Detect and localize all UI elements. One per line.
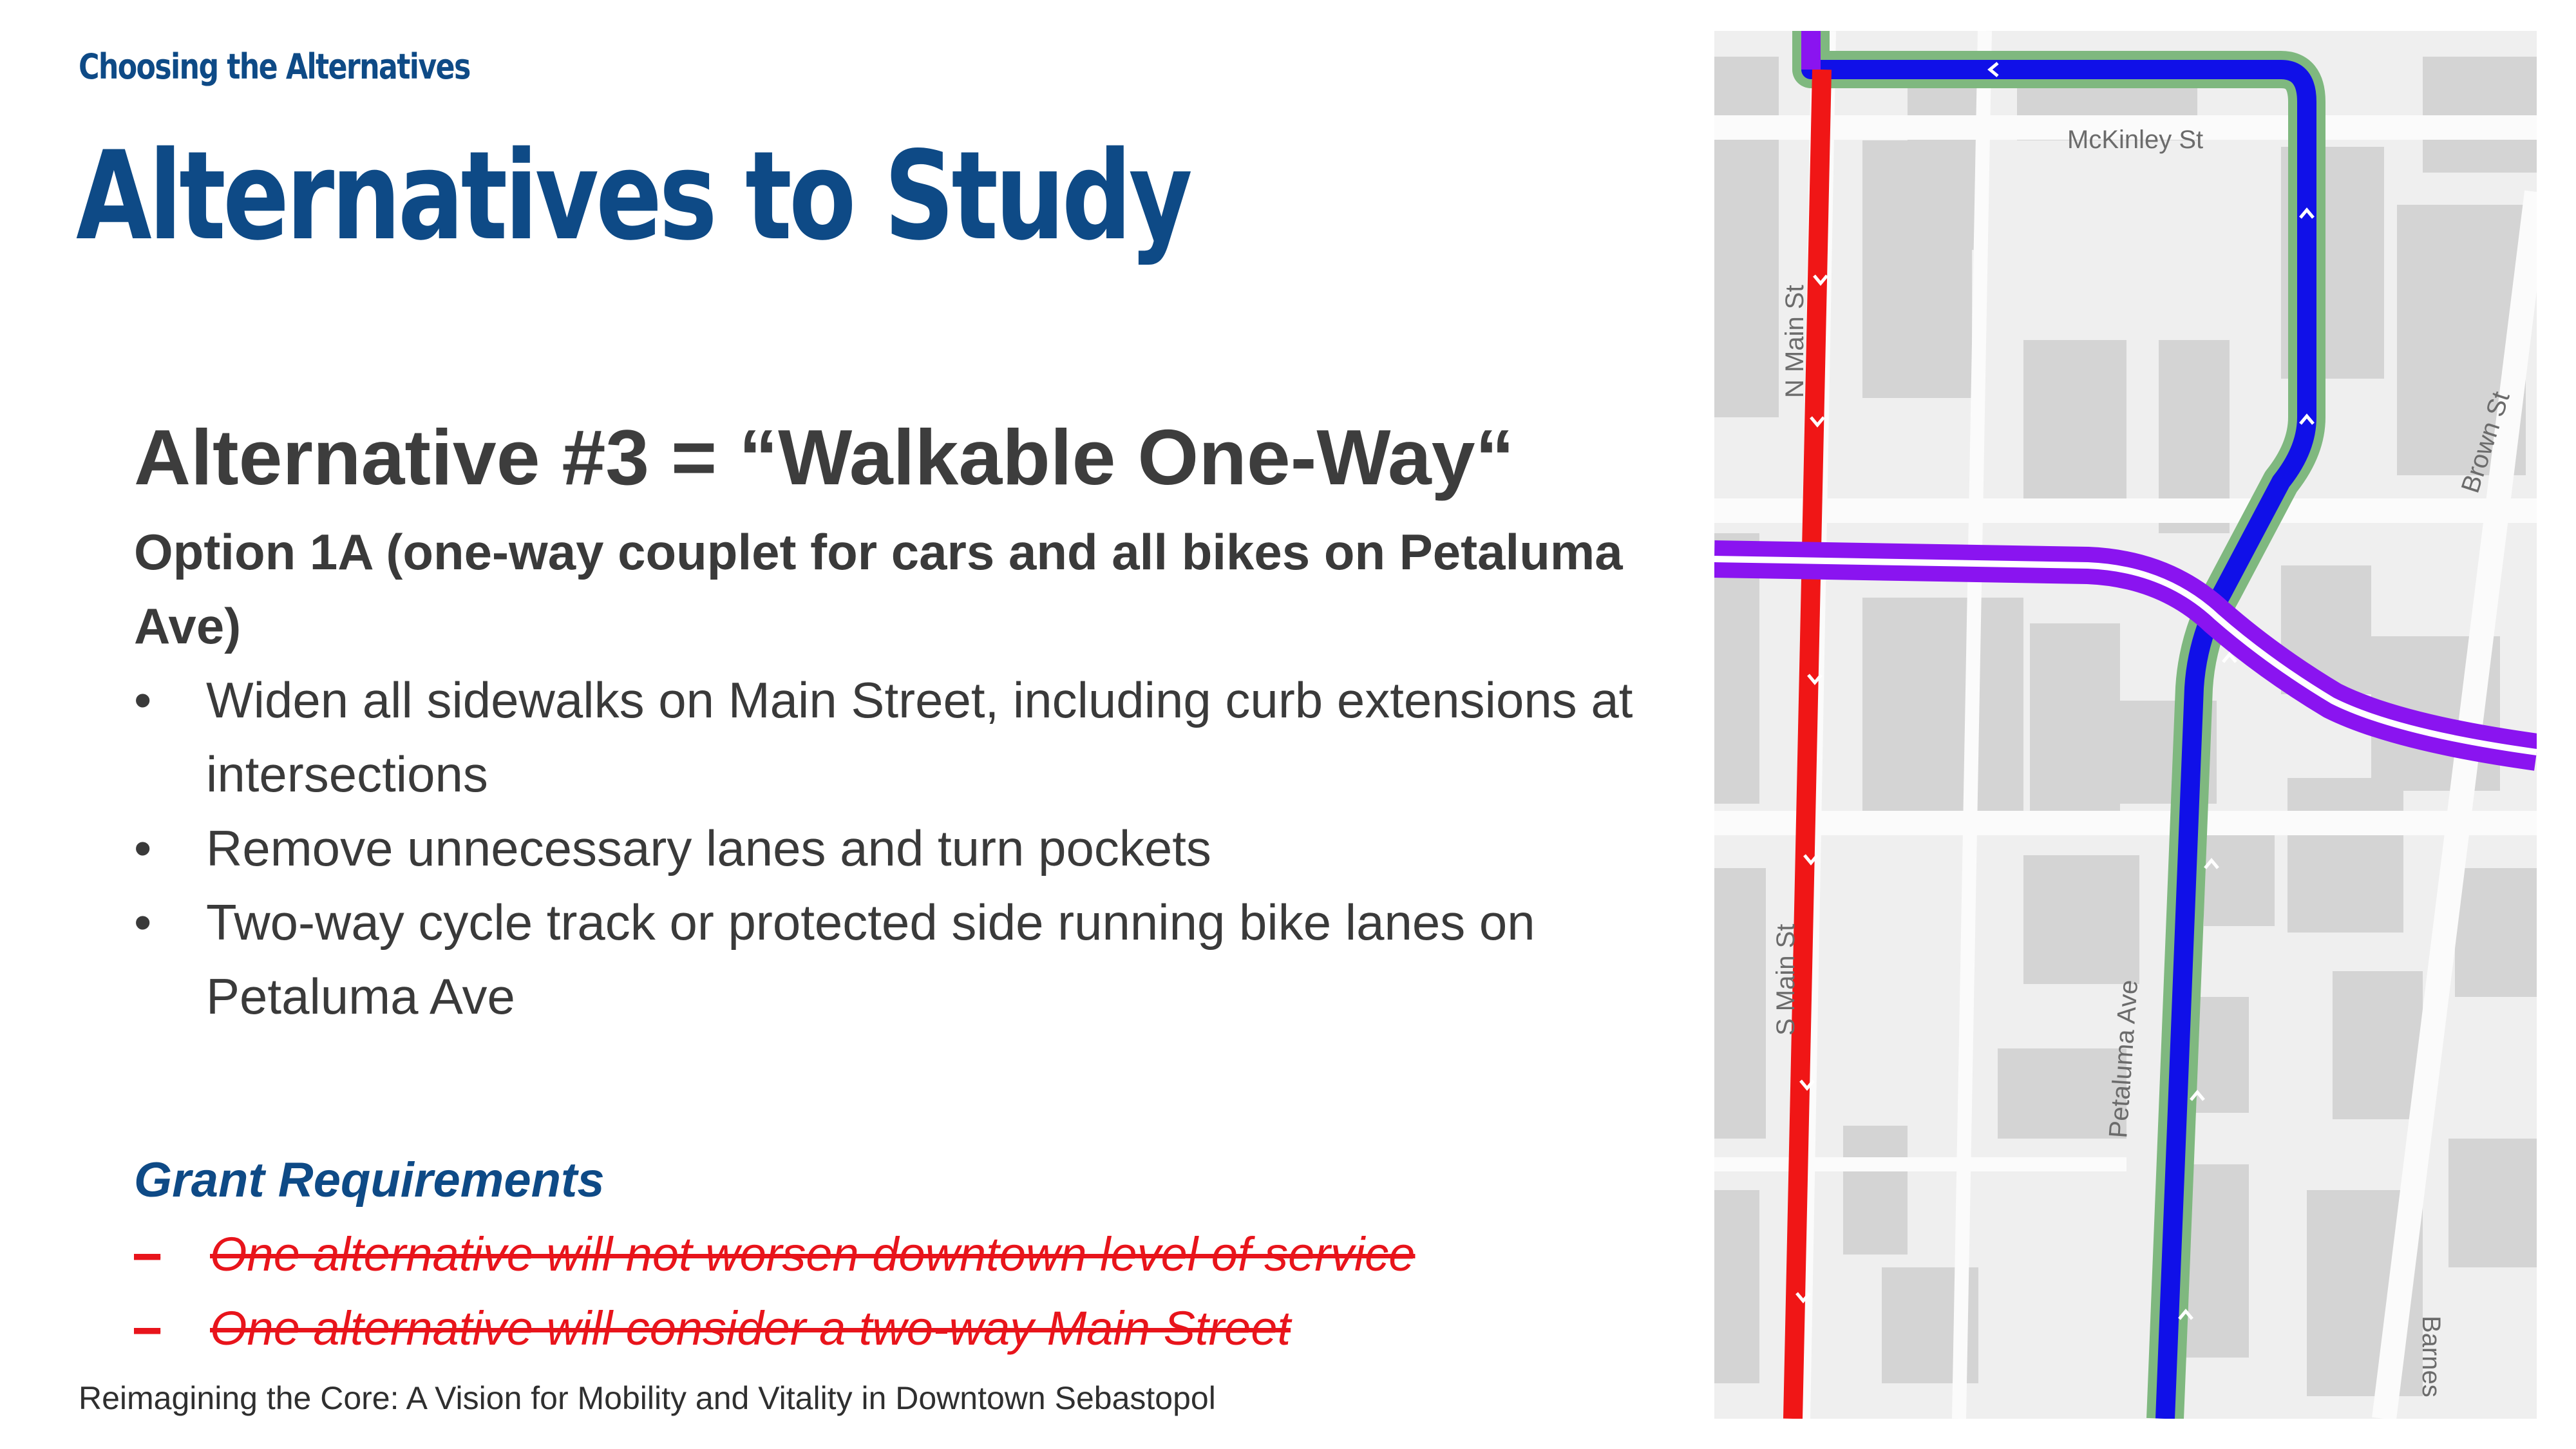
option-heading: Option 1A (one-way couplet for cars and all bikes on Petaluma Ave) (134, 524, 1623, 655)
building (1843, 1126, 1908, 1255)
content-body (134, 412, 1692, 1034)
grant-item (134, 1291, 1744, 1365)
bullet-icon: • (134, 820, 152, 877)
dash-icon: – (134, 1302, 161, 1355)
building (1714, 1190, 1759, 1383)
page-title: Alternatives to Study (76, 125, 1189, 267)
bullet-list (134, 663, 1692, 1034)
building (2423, 57, 2537, 173)
grant-requirements (134, 1143, 1744, 1365)
building (1714, 57, 1779, 417)
alternative-heading: Alternative #3 = “Walkable One-Way“ (134, 413, 1515, 501)
bullet-icon: • (134, 672, 152, 729)
building (2023, 855, 2139, 984)
grant-item (134, 1217, 1744, 1291)
grant-item-text: One alternative will not worsen downtown level of service (210, 1227, 1416, 1281)
label-mckinley: McKinley St (2067, 126, 2204, 154)
building (1908, 82, 1978, 250)
building (2204, 823, 2275, 926)
route-map (1714, 31, 2537, 1419)
label-brown: Brown St (2456, 388, 2515, 497)
building (2333, 971, 2423, 1119)
grant-title: Grant Requirements (134, 1153, 605, 1208)
bullet-item (134, 663, 1692, 811)
building (1862, 598, 2023, 817)
label-n-main: N Main St (1781, 285, 1809, 398)
grant-list (134, 1217, 1744, 1365)
bullet-text: Remove unnecessary lanes and turn pockets (206, 820, 1211, 877)
building (2448, 1139, 2537, 1267)
building (1714, 868, 1766, 1139)
label-barnes: Barnes (2417, 1316, 2445, 1397)
section-label: Choosing the Alternatives (79, 46, 470, 87)
bullet-text: Two-way cycle track or protected side running bike lanes on Petaluma Ave (206, 894, 1535, 1025)
bullet-item (134, 811, 1692, 886)
footer: Reimagining the Core: A Vision for Mobility and Vitality in Downtown Sebastopol (79, 1380, 1216, 1416)
bullet-text: Widen all sidewalks on Main Street, including curb extensions at intersections (206, 672, 1633, 803)
map-canvas (1714, 31, 2537, 1419)
label-petaluma: Petaluma Ave (2104, 979, 2144, 1139)
building (2287, 778, 2403, 933)
bullet-icon: • (134, 894, 152, 951)
building (2023, 340, 2126, 520)
building (2455, 868, 2537, 997)
bullet-item (134, 886, 1692, 1034)
dash-icon: – (134, 1227, 161, 1281)
label-s-main: S Main St (1772, 923, 1800, 1036)
grant-item-text: One alternative will consider a two-way Main Street (210, 1302, 1291, 1355)
